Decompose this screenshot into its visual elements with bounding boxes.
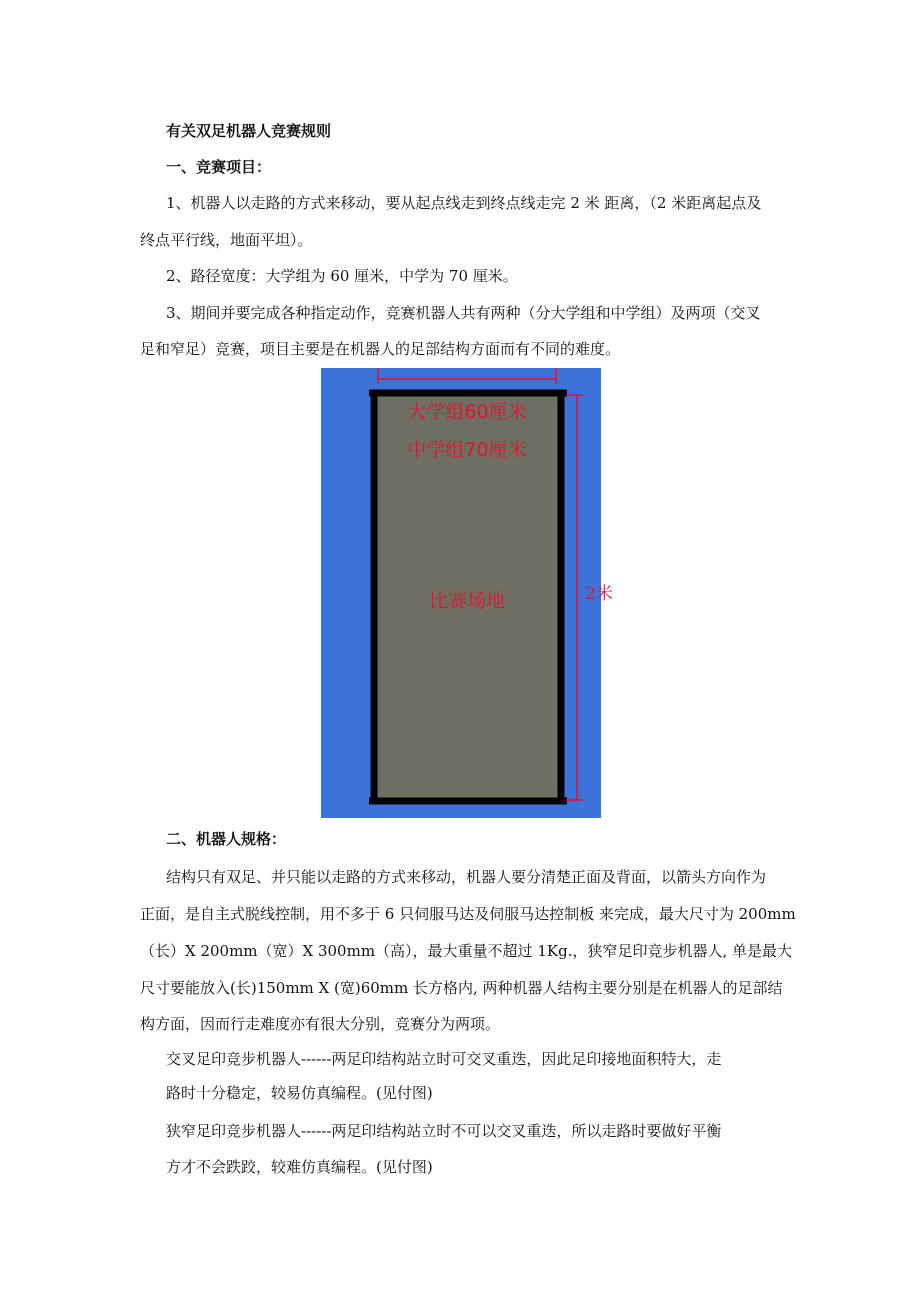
field-diagram (321, 368, 613, 818)
paragraph-5-line-1: 交叉足印竞步机器人------两足印结构站立时可交叉重迭，因此足印接地面积特大，走 (166, 1050, 722, 1068)
competition-field-figure (321, 368, 613, 818)
paragraph-4-line-1: 结构只有双足、并只能以走路的方式来移动，机器人要分清楚正面及背面，以箭头方向作为 (166, 868, 767, 886)
paragraph-6-line-1: 狭窄足印竞步机器人------两足印结构站立时不可以交叉重迭，所以走路时要做好平衡 (166, 1122, 722, 1140)
label-middle-school-width: 中学组70厘米 (407, 439, 527, 461)
document-title: 有关双足机器人竞赛规则 (166, 122, 332, 140)
label-competition-field: 比赛场地 (428, 590, 506, 612)
label-university-width: 大学组60厘米 (407, 401, 527, 423)
paragraph-4-line-4: 尺寸要能放入(长)150mm X (宽)60mm 长方格内, 两种机器人结构主要分别是在机器人的足部结 (140, 979, 783, 997)
section-2-heading: 二、机器人规格： (166, 830, 287, 848)
paragraph-2: 2、路径宽度：大学组为 60 厘米，中学为 70 厘米。 (166, 267, 518, 285)
paragraph-1-line-2: 终点平行线，地面平坦）。 (140, 231, 313, 249)
paragraph-4-line-3: （长）X 200mm（宽）X 300mm（高），最大重量不超过 1Kg.，狭窄足印竞步机器人, 单是最大 (140, 942, 792, 960)
paragraph-6-line-2: 方才不会跌跤，较难仿真编程。(见付图) (166, 1158, 433, 1176)
paragraph-4-line-2: 正面，是自主式脱线控制，用不多于 6 只伺服马达及伺服马达控制板 来完成，最大尺寸为 200mm (140, 905, 796, 923)
paragraph-3-line-2: 足和窄足）竞赛，项目主要是在机器人的足部结构方面而有不同的难度。 (140, 340, 621, 358)
label-length: 2米 (585, 584, 613, 604)
paragraph-4-line-5: 构方面，因而行走难度亦有很大分别，竞赛分为两项。 (140, 1015, 501, 1033)
paragraph-1-line-1: 1、机器人以走路的方式来移动，要从起点线走到终点线走完 2 米 距离，（2 米距离起点及 (166, 194, 762, 212)
paragraph-3-line-1: 3、期间并要完成各种指定动作，竞赛机器人共有两种（分大学组和中学组）及两项（交叉 (166, 304, 761, 322)
section-1-heading: 一、竞赛项目： (166, 158, 272, 176)
paragraph-5-line-2: 路时十分稳定，较易仿真编程。(见付图) (166, 1084, 433, 1102)
